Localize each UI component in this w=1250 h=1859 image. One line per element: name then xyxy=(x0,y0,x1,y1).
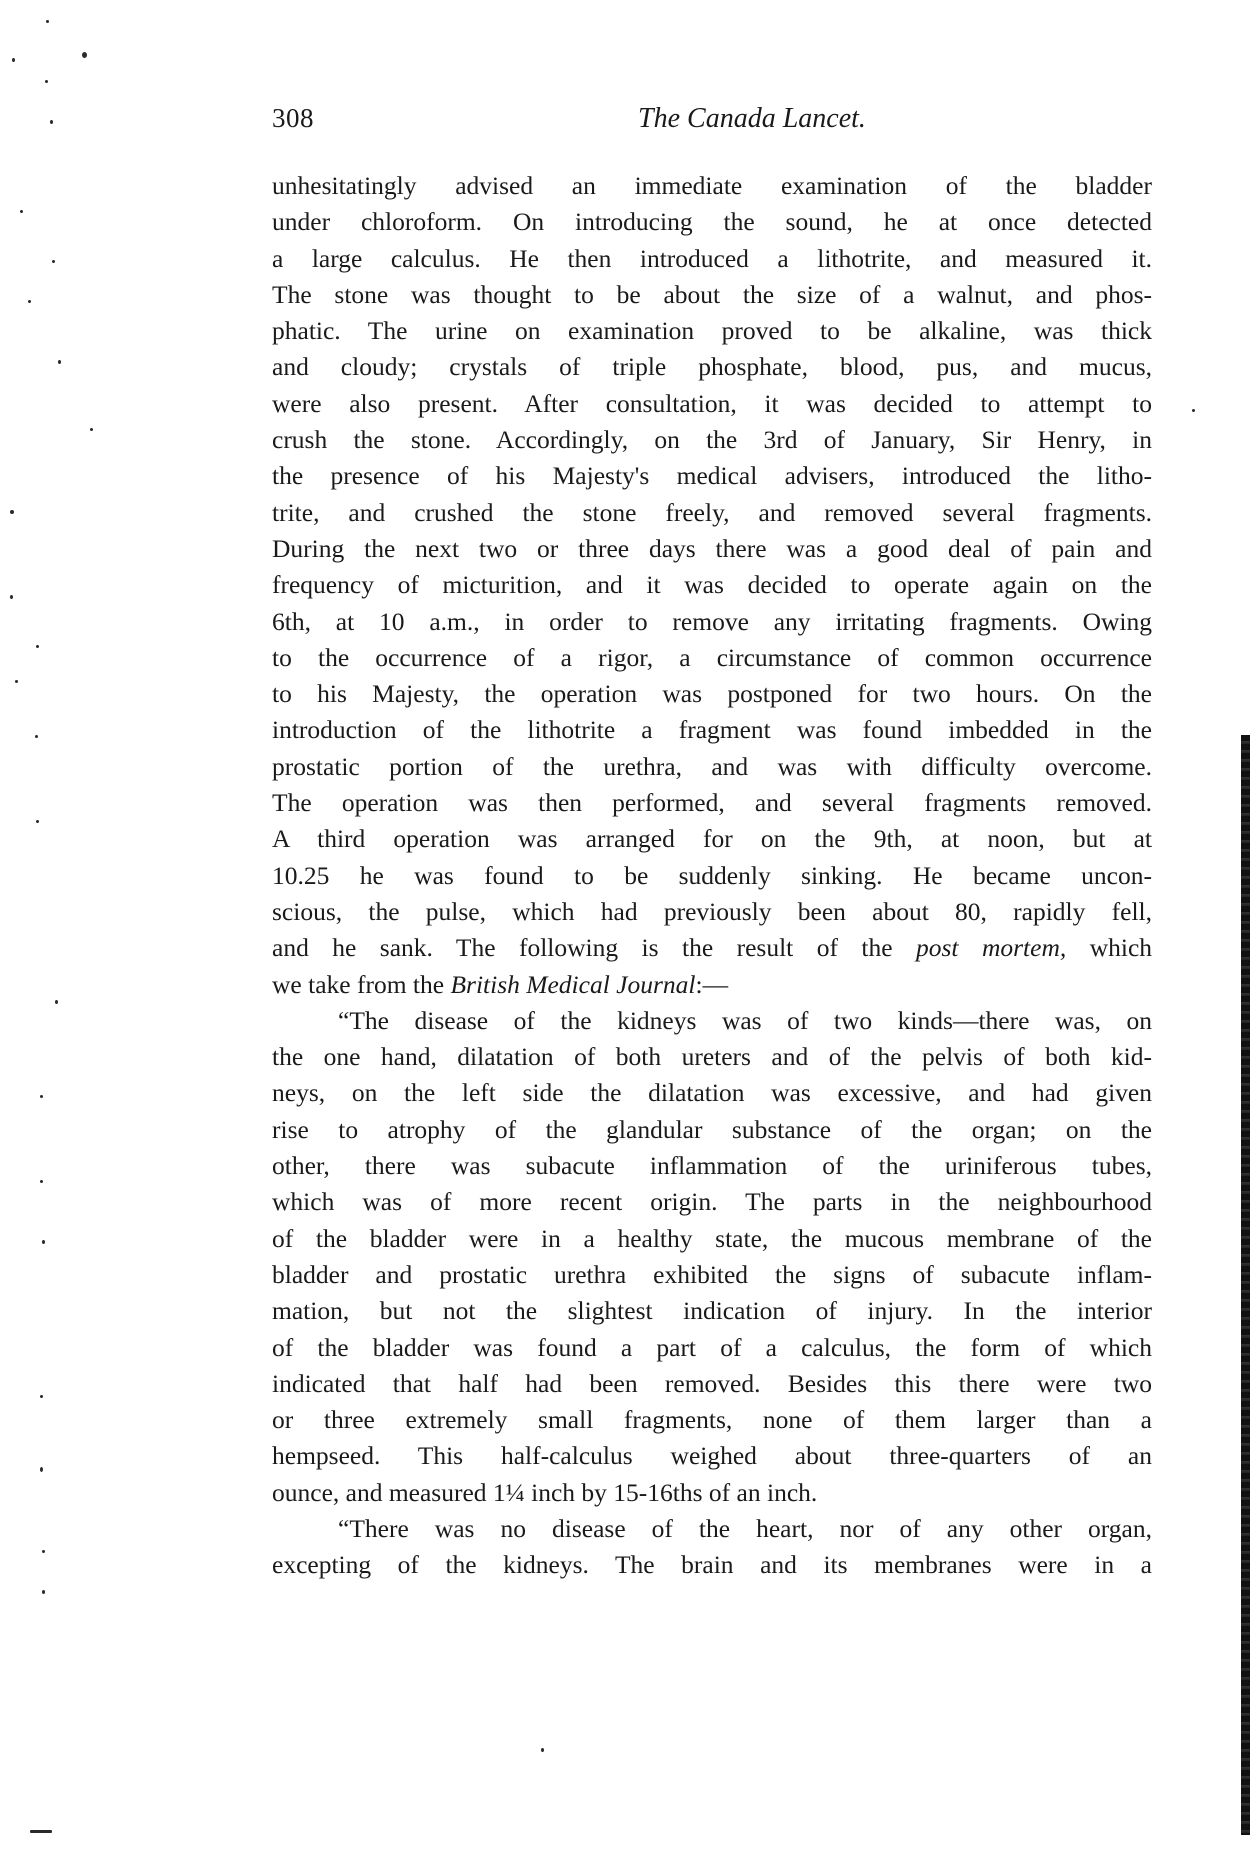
quote-line: other, there was subacute inflammation of the uriniferous tubes, xyxy=(272,1151,1152,1181)
quote-line: of the bladder was found a part of a calculus, the form of which xyxy=(272,1332,1152,1362)
text-line: unhesitatingly advised an immediate examination of the bladder xyxy=(272,171,1152,200)
text-line xyxy=(272,967,1152,1003)
scan-speck xyxy=(40,1467,43,1472)
post-mortem-italic: post mortem, xyxy=(916,933,1067,963)
text-line xyxy=(272,930,1152,966)
journal-title-italic: British Medical Journal xyxy=(450,969,696,999)
quote-line: bladder and prostatic urethra exhibited the signs of subacute inflam- xyxy=(272,1259,1152,1289)
scan-speck xyxy=(40,1095,43,1098)
text-line: crush the stone. Accordingly, on the 3rd of January, Sir Henry, in xyxy=(272,425,1152,455)
scan-speck xyxy=(58,360,61,364)
scan-speck xyxy=(46,20,49,23)
text-line: to his Majesty, the operation was postponed for two hours. On the xyxy=(272,679,1152,709)
quote-line: ounce, and measured 1¼ inch by 15-16ths of an inch. xyxy=(272,1477,818,1507)
scan-speck xyxy=(40,1395,43,1398)
scan-speck xyxy=(90,428,93,431)
page-edge-shadow xyxy=(1241,735,1250,1835)
page-header xyxy=(272,103,1152,143)
text-line: under chloroform. On introducing the sound, he at once detected xyxy=(272,207,1152,237)
scan-speck xyxy=(20,210,23,213)
scan-speck xyxy=(36,645,39,648)
line-text: and he sank. The following is the result of the xyxy=(272,933,893,963)
line-text: we take from the xyxy=(272,969,445,999)
scan-speck xyxy=(36,820,39,823)
line-text: :— xyxy=(695,969,729,999)
text-line: a large calculus. He then introduced a lithotrite, and measured it. xyxy=(272,243,1152,273)
scan-speck xyxy=(42,1590,45,1594)
scan-speck xyxy=(28,300,31,303)
text-line: scious, the pulse, which had previously been about 80, rapidly fell, xyxy=(272,896,1152,926)
scan-speck xyxy=(50,120,53,124)
text-line: the presence of his Majesty's medical advisers, introduced the litho- xyxy=(272,461,1152,491)
text-line: trite, and crushed the stone freely, and removed several fragments. xyxy=(272,497,1152,527)
text-line: 6th, at 10 a.m., in order to remove any irritating fragments. Owing xyxy=(272,606,1152,636)
quote-line: neys, on the left side the dilatation was excessive, and had given xyxy=(272,1078,1152,1108)
scan-speck xyxy=(541,1748,544,1752)
quote-line: excepting of the kidneys. The brain and its membranes were in a xyxy=(272,1550,1152,1580)
scan-speck xyxy=(10,510,14,514)
quote-line: indicated that half had been removed. Besides this there were two xyxy=(272,1368,1152,1398)
text-line: The stone was thought to be about the size of a walnut, and phos- xyxy=(272,279,1152,309)
quote-line: “There was no disease of the heart, nor of any other organ, xyxy=(338,1513,1152,1543)
text-line: 10.25 he was found to be suddenly sinking. He became uncon- xyxy=(272,860,1152,890)
scan-speck xyxy=(35,735,38,738)
page-number: 308 xyxy=(272,103,314,133)
scan-speck xyxy=(55,1000,58,1004)
scan-speck xyxy=(42,1240,45,1244)
text-line: The operation was then performed, and several fragments removed. xyxy=(272,788,1152,818)
quote-line: hempseed. This half-calculus weighed about three-quarters of an xyxy=(272,1441,1152,1471)
quote-line: the one hand, dilatation of both ureters and of the pelvis of both kid- xyxy=(272,1042,1152,1072)
text-line: prostatic portion of the urethra, and was with difficulty overcome. xyxy=(272,751,1152,781)
scan-speck xyxy=(45,80,48,83)
quote-line: “The disease of the kidneys was of two kinds—there was, on xyxy=(338,1005,1152,1035)
running-title: The Canada Lancet. xyxy=(638,103,866,134)
line-text: which xyxy=(1089,933,1152,963)
text-line: to the occurrence of a rigor, a circumstance of common occurrence xyxy=(272,642,1152,672)
text-line: were also present. After consultation, it was decided to attempt to xyxy=(272,388,1152,418)
text-line: introduction of the lithotrite a fragment was found imbedded in the xyxy=(272,715,1152,745)
scan-speck xyxy=(15,680,18,683)
scan-speck xyxy=(42,1550,45,1553)
quote-line: mation, but not the slightest indication of injury. In the interior xyxy=(272,1296,1152,1326)
text-line: A third operation was arranged for on the 9th, at noon, but at xyxy=(272,824,1152,854)
body-text xyxy=(272,168,1152,1584)
scan-speck xyxy=(40,1180,43,1183)
scan-speck xyxy=(10,595,13,599)
text-line: During the next two or three days there was a good deal of pain and xyxy=(272,533,1152,563)
quote-line: or three extremely small fragments, none of them larger than a xyxy=(272,1405,1152,1435)
scan-speck xyxy=(82,52,87,58)
quote-line: of the bladder were in a healthy state, the mucous membrane of the xyxy=(272,1223,1152,1253)
scan-speck xyxy=(52,260,55,263)
text-line: frequency of micturition, and it was decided to operate again on the xyxy=(272,570,1152,600)
scan-speck xyxy=(1192,409,1195,412)
text-line: phatic. The urine on examination proved to be alkaline, was thick xyxy=(272,316,1152,346)
text-line: and cloudy; crystals of triple phosphate, blood, pus, and mucus, xyxy=(272,352,1152,382)
scan-speck xyxy=(12,58,15,62)
quote-line: rise to atrophy of the glandular substance of the organ; on the xyxy=(272,1114,1152,1144)
quote-line: which was of more recent origin. The parts in the neighbourhood xyxy=(272,1187,1152,1217)
scan-speck xyxy=(30,1830,52,1833)
